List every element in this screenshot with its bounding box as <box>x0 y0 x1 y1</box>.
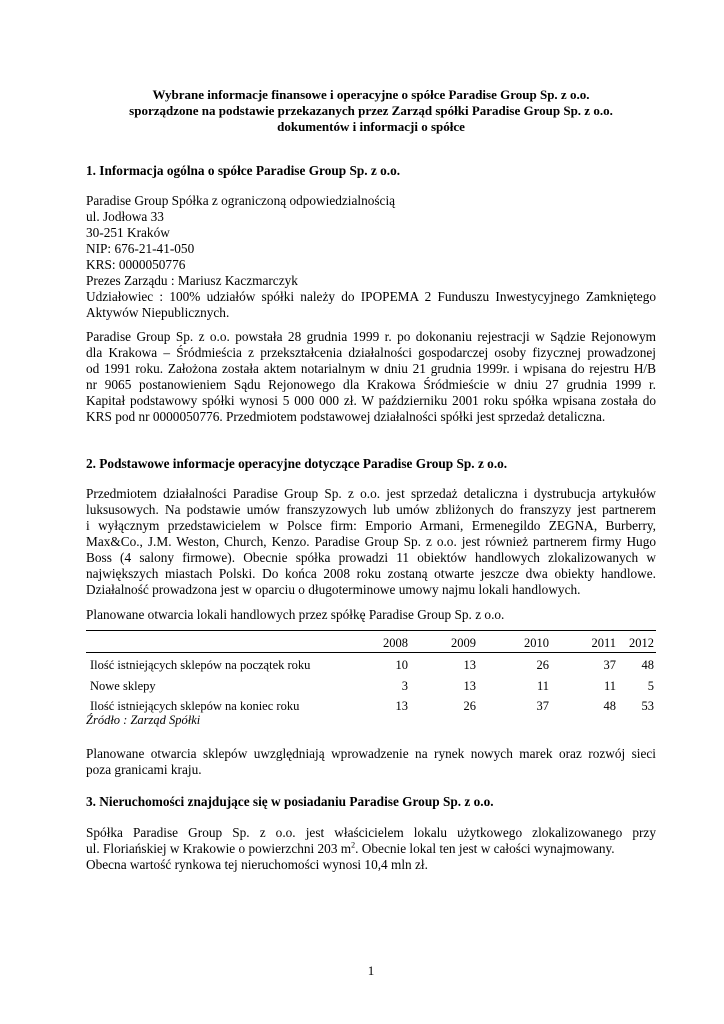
section-2-heading: 2. Podstawowe informacje operacyjne dotyczące Paradise Group Sp. z o.o. <box>86 456 508 471</box>
table-row-label: Nowe sklepy <box>90 679 156 693</box>
table-header-year: 2012 <box>629 636 654 650</box>
table-header-rule <box>86 652 656 653</box>
table-cell: 13 <box>395 699 408 713</box>
company-name: Paradise Group Spółka z ograniczoną odpowiedzialnością <box>86 193 396 208</box>
operations-line: Przedmiotem działalności Paradise Group Sp. z o.o. jest sprzedaż detaliczna i dystrubucja artykułów <box>86 486 656 501</box>
expansion-line: Planowane otwarcia sklepów uwzględniają wprowadzenie na rynek nowych marek oraz rozwój sieci <box>86 746 656 761</box>
square-meter-superscript: 2 <box>351 841 356 850</box>
expansion-paragraph <box>86 746 656 778</box>
shareholders-line-1: Udziałowiec : 100% udziałów spółki należy do IPOPEMA 2 Funduszu Inwestycyjnego Zamkniętego <box>86 289 656 304</box>
table-cell: 3 <box>401 679 408 693</box>
table-cell: 10 <box>395 658 408 672</box>
operations-line: luksusowych. Na podstawie umów franszyzowych lub umów zbliżonych do franszyzy jest partnerem <box>86 502 656 517</box>
table-header-year: 2011 <box>591 636 616 650</box>
table-row-label: Ilość istniejących sklepów na początek roku <box>90 658 311 672</box>
company-krs: KRS: 0000050776 <box>86 257 186 272</box>
company-nip: NIP: 676-21-41-050 <box>86 241 195 256</box>
expansion-line: poza granicami kraju. <box>86 762 202 777</box>
table-cell: 37 <box>536 699 549 713</box>
operations-paragraph <box>86 486 656 598</box>
title-line-1: Wybrane informacje finansowe i operacyjne o spółce Paradise Group Sp. z o.o. <box>152 87 590 102</box>
table-cell: 53 <box>641 699 654 713</box>
operations-line: największych miastach Polski. Do końca 2008 roku zostaną otwarte jeszcze dwa obiekty handlowe. <box>86 566 656 581</box>
table-caption-wrap <box>86 607 656 623</box>
table-cell: 5 <box>647 679 654 693</box>
table-header-year: 2008 <box>383 636 408 650</box>
table-cell: 26 <box>536 658 549 672</box>
table-cell: 48 <box>641 658 654 672</box>
company-street: ul. Jodłowa 33 <box>86 209 164 224</box>
property-line-2-tail: . Obecnie lokal ten jest w całości wynajmowany. <box>355 841 615 856</box>
property-paragraph <box>86 825 656 873</box>
table-row-label: Ilość istniejących sklepów na koniec roku <box>90 699 300 713</box>
history-line: dla Krakowa – Śródmieścia z przekształcenia działalności gospodarczej osoby fizycznej prowadzonej <box>86 345 656 360</box>
shareholders-line-2: Aktywów Niepublicznych. <box>86 305 230 320</box>
operations-line: Działalność prowadzona jest w oparciu o długoterminowe umowy najmu lokali handlowych. <box>86 582 581 597</box>
history-line: Paradise Group Sp. z o.o. powstała 28 grudnia 1999 r. po dokonaniu rejestracji w Sądzie Rejonowym <box>86 329 656 344</box>
table-header-year: 2010 <box>524 636 549 650</box>
operations-line: Boss (4 salony firmowe). Obecnie spółka prowadzi 11 obiektów handlowych zlokalizowanych w <box>86 550 656 565</box>
table-cell: 11 <box>603 679 616 693</box>
property-line-3: Obecna wartość rynkowa tej nieruchomości wynosi 10,4 mln zł. <box>86 857 428 872</box>
shareholders-paragraph <box>86 289 656 321</box>
history-line: Kapitał podstawowy spółki wynosi 5 000 000 zł. W październiku 2001 roku spółka wpisana została do <box>86 393 656 408</box>
property-line-1: Spółka Paradise Group Sp. z o.o. jest właścicielem lokalu użytkowego zlokalizowanego przy <box>86 825 656 840</box>
history-line: KRS pod nr 0000050776. Przedmiotem podstawowej działalności spółki jest sprzedaż detaliczna. <box>86 409 606 424</box>
history-paragraph <box>86 329 656 425</box>
property-line-2 <box>86 841 656 857</box>
table-cell: 13 <box>463 679 476 693</box>
history-line: od 1991 roku. Założona została aktem notarialnym w dniu 21 grudnia 1999r. i wpisana do rejestru H/B <box>86 361 656 376</box>
table-header-year: 2009 <box>451 636 476 650</box>
table-cell: 26 <box>463 699 476 713</box>
table-caption: Planowane otwarcia lokali handlowych przez spółkę Paradise Group Sp. z o.o. <box>86 607 505 622</box>
company-city: 30-251 Kraków <box>86 225 170 240</box>
history-line: nr 9065 postanowieniem Sądu Rejonowego dla Krakowa Śródmieście w dniu 27 grudnia 1999 r. <box>86 377 656 392</box>
title-line-3: dokumentów i informacji o spółce <box>277 119 465 134</box>
section-1-heading: 1. Informacja ogólna o spółce Paradise Group Sp. z o.o. <box>86 163 401 178</box>
table-cell: 37 <box>603 658 616 672</box>
section-3-heading: 3. Nieruchomości znajdujące się w posiadaniu Paradise Group Sp. z o.o. <box>86 794 494 809</box>
property-line-2-text: ul. Floriańskiej w Krakowie o powierzchni 203 m <box>86 841 352 856</box>
table-cell: 48 <box>603 699 616 713</box>
company-details <box>86 193 656 289</box>
operations-line: Max&Co., J.M. Weston, Church, Kenzo. Paradise Group Sp. z o.o. jest również partnerem firmy Hugo <box>86 534 656 549</box>
document-title <box>86 87 656 135</box>
table-cell: 11 <box>536 679 549 693</box>
title-line-2: sporządzone na podstawie przekazanych przez Zarząd spółki Paradise Group Sp. z o.o. <box>129 103 613 118</box>
table-cell: 13 <box>463 658 476 672</box>
company-ceo: Prezes Zarządu : Mariusz Kaczmarczyk <box>86 273 298 288</box>
table-top-rule <box>86 630 656 631</box>
table-source: Źródło : Zarząd Spółki <box>86 713 201 727</box>
operations-line: i wyłącznym przedstawicielem w Polsce firm: Emporio Armani, Ermenegildo ZEGNA, Burberry, <box>86 518 656 533</box>
page-number: 1 <box>367 963 375 978</box>
